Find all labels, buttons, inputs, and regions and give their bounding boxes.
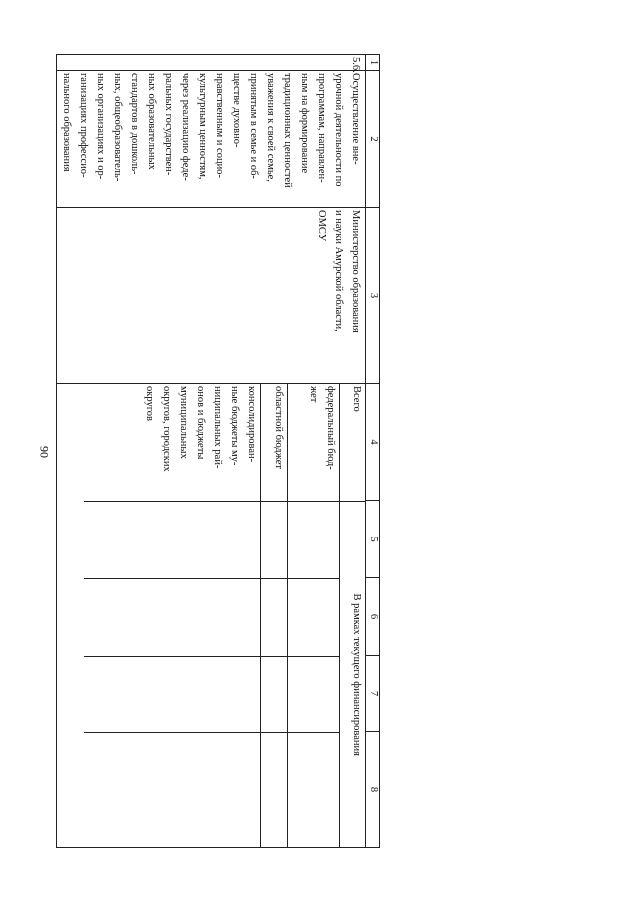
program-table [56, 54, 380, 848]
executor-cell: Министерство образования и науки Амурской области, ОМСУ [57, 208, 366, 384]
row-number: 5.6. [57, 55, 366, 71]
value-cell [261, 732, 288, 848]
column-number-row [366, 55, 380, 848]
financing-row [287, 384, 339, 848]
value-cell [84, 501, 261, 578]
financing-row [261, 384, 288, 848]
source-municipal-label: консолидирован- ные бюджеты му- ниципальных рай- онов и бюджеты муниципальных округов, городских округов [84, 384, 261, 501]
source-regional-label: областной бюджет [261, 384, 288, 501]
column-number: 3 [366, 208, 380, 384]
financing-row [339, 384, 365, 848]
table-row [57, 55, 366, 848]
value-cell [287, 732, 339, 848]
value-cell [287, 578, 339, 656]
value-cell [261, 501, 288, 578]
column-number: 2 [366, 71, 380, 208]
value-cell [84, 732, 261, 848]
financing-block [57, 384, 366, 848]
financing-note: В рамках текущего финансирования [339, 501, 365, 848]
column-number: 7 [366, 656, 380, 732]
value-cell [84, 578, 261, 656]
value-cell [261, 578, 288, 656]
column-number: 5 [366, 501, 380, 578]
column-number: 6 [366, 578, 380, 656]
value-cell [84, 656, 261, 732]
value-cell [287, 656, 339, 732]
page-number: 90 [37, 446, 52, 458]
value-cell [287, 501, 339, 578]
value-cell [261, 656, 288, 732]
activity-description: Осуществление вне- урочной деятельности по программам, направлен- ным на формирование традиционных ценностей уважения к своей семье, принятым в семье и об- ществе духовно- нравственным и социо- культурным ценностям, через реализацию феде- ральных государствен- ных образовательных стандартов в дошколь- ных, общеобразователь- ных организациях и ор- ганизациях профессио- нального образования [57, 71, 366, 208]
financing-row [84, 384, 261, 848]
source-federal-label: федеральный бюд- жет [287, 384, 339, 501]
financing-subtable [84, 384, 365, 848]
column-number: 1 [366, 55, 380, 71]
column-number: 4 [366, 384, 380, 501]
column-number: 8 [366, 732, 380, 848]
rotated-table-container [61, 54, 380, 847]
landscape-table-frame [61, 54, 380, 847]
source-total-label: Всего [339, 384, 365, 501]
